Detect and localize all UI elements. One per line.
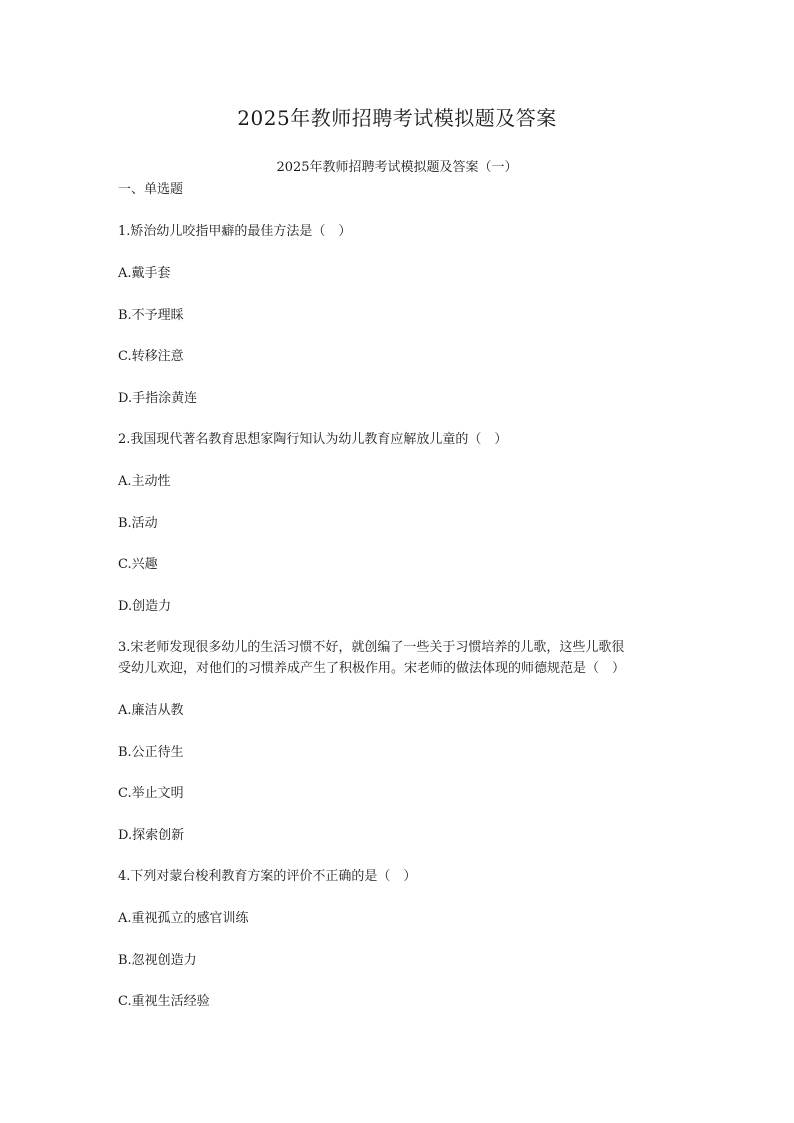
question-3-stem-line-1: 3.宋老师发现很多幼儿的生活习惯不好，就创编了一些关于习惯培养的儿歌，这些儿歌很: [118, 640, 625, 655]
question-2-option-c: C.兴趣: [118, 557, 158, 572]
question-3-option-d: D.探索创新: [118, 828, 185, 843]
question-4-option-c: C.重视生活经验: [118, 994, 210, 1009]
section-heading: 一、单选题: [118, 182, 184, 197]
question-3-option-a: A.廉洁从教: [118, 703, 184, 718]
question-1-option-c: C.转移注意: [118, 349, 184, 364]
question-2-option-b: B.活动: [118, 516, 158, 531]
question-2-stem: 2.我国现代著名教育思想家陶行知认为幼儿教育应解放儿童的（ ）: [118, 432, 508, 447]
question-3-option-c: C.举止文明: [118, 786, 184, 801]
question-4-option-b: B.忽视创造力: [118, 953, 197, 968]
question-2-option-d: D.创造力: [118, 599, 172, 614]
question-1-option-d: D.手指涂黄连: [118, 391, 198, 406]
question-1-option-b: B.不予理睬: [118, 308, 184, 323]
question-1-stem: 1.矫治幼儿咬指甲癖的最佳方法是（ ）: [118, 224, 352, 239]
question-1-option-a: A.戴手套: [118, 266, 171, 281]
question-3-option-b: B.公正待生: [118, 745, 184, 760]
question-2-option-a: A.主动性: [118, 474, 171, 489]
question-4-stem: 4.下列对蒙台梭利教育方案的评价不正确的是（ ）: [118, 869, 417, 884]
document-title: 2025年教师招聘考试模拟题及答案: [237, 106, 557, 130]
question-4-option-a: A.重视孤立的感官训练: [118, 911, 249, 926]
question-3-stem-line-2: 受幼儿欢迎，对他们的习惯养成产生了积极作用。宋老师的做法体现的师德规范是（ ）: [118, 661, 626, 676]
document-subtitle: 2025年教师招聘考试模拟题及答案（一）: [276, 160, 518, 175]
